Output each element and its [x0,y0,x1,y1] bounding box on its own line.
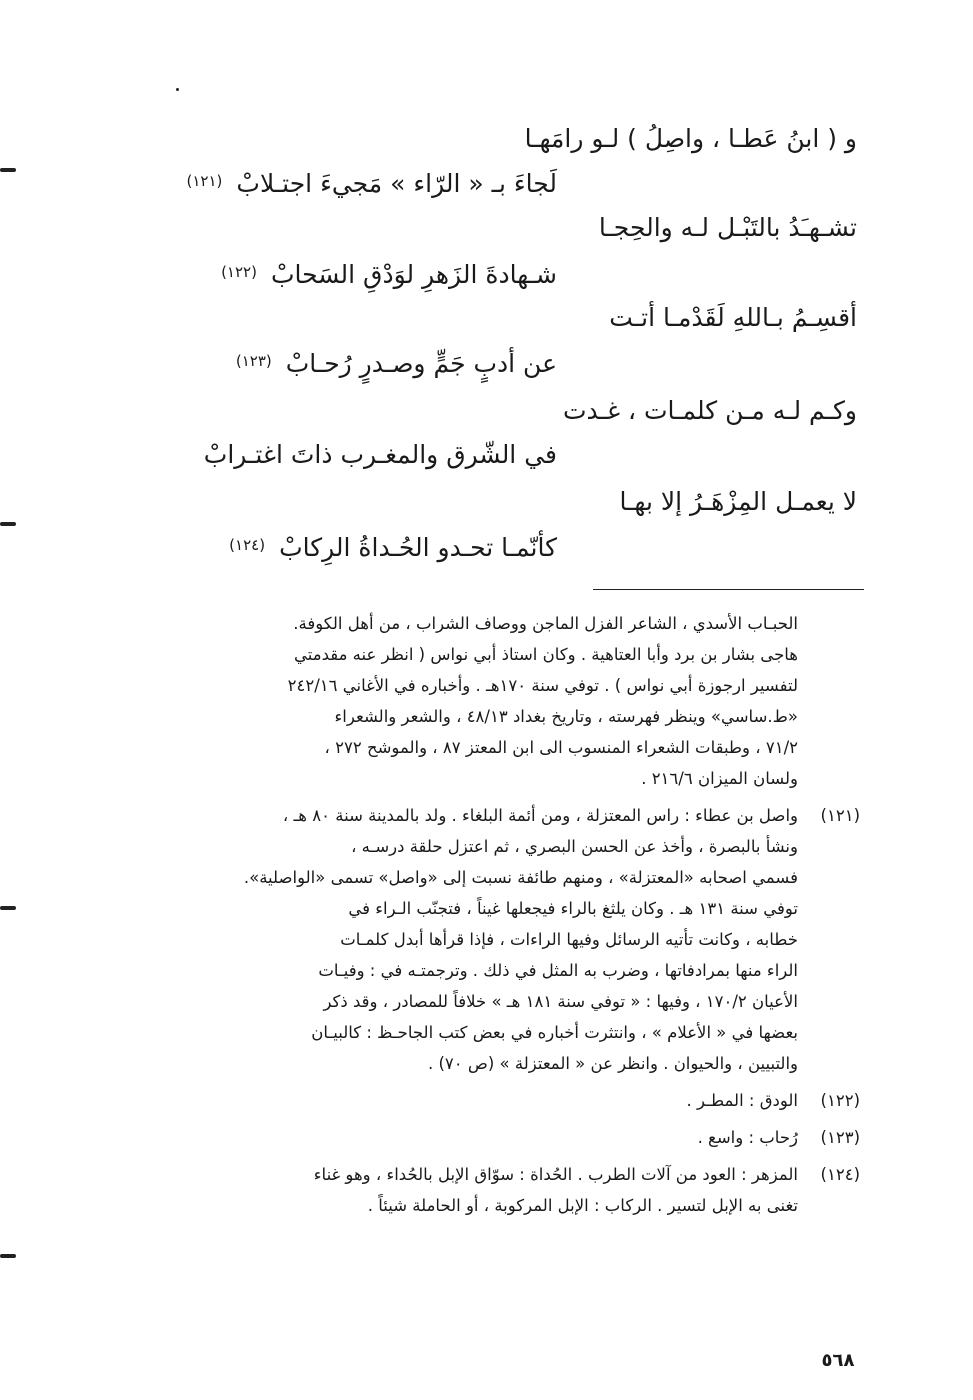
footnote-ref: (١٢٤) [229,536,266,554]
verse-line: وكـم لـه مـن كلمـات ، غـدت [563,396,857,425]
verse-line: تشـهـَدُ بالتَبْـل لـه والحِجـا [598,213,857,242]
binding-mark [0,906,16,910]
footnote-ref: (١٢١) [186,172,223,190]
verse-line: لَجاءَ بـ « الرّاء » مَجيءَ اجتـلابْ$^{(١٢١)}$ [186,169,557,198]
footnote [105,608,860,794]
verse-line: و ( ابنُ عَطـا ، واصِلُ ) لـو رامَهـا [524,124,857,153]
footnote-text: الودق : المطـر . [686,1091,798,1110]
binding-mark [0,1254,16,1258]
footnote-ref: (١٢٢) [221,263,257,281]
verse-line: عن أدبٍ جَمٍّ وصـدرٍ رُحـابْ$^{(١٢٣)}$ [235,349,557,378]
verse-line: شـهادةَ الزَهرِ لوَدْقِ السَحابْ$^{(١٢٢)}$ [221,260,557,289]
footnote-text: الحبـاب الأسدي ، الشاعر الفزل الماجن ووصاف الشراب ، من أهل الكوفة. هاجى بشار بن برد وأبا العتاهية . وكان استاذ أبي نواس ( انظر عنه مقدمتي لتفسير ارجوزة أبي نواس ) . توفي سنة ١٧٠هـ . وأخباره في الأغاني ٢٤٢/١٦ «ط.ساسي» وينظر فهرسته ، وتاريخ بغداد ٤٨/١٣ ، والشعر والشعراء ٧١/٢ ، وطبقات الشعراء المنسوب الى ابن المعتز ٨٧ ، والموشح ٢٧٢ ، ولسان الميزان ٢١٦/٦ . [287,614,798,788]
binding-mark [0,168,16,172]
footnote [105,1085,860,1116]
footnote-text: رُحاب : واسع . [697,1128,798,1147]
footnote [105,1159,860,1221]
verse-line: كأنّمـا تحـدو الحُـداةُ الرِكابْ$^{(١٢٤)}$ [229,533,557,562]
stray-dot [176,88,179,91]
footnote-text: المزهر : العود من آلات الطرب . الحُداة : سوّاق الإبل بالحُداء ، وهو غناء تغنى به الإبل لتسير . الركاب : الإبل المركوبة ، أو الحاملة شيئاً . [313,1165,798,1215]
footnotes [105,608,860,1227]
footnote-ref: (١٢٣) [235,352,272,370]
footnote-text: واصل بن عطاء : راس المعتزلة ، ومن أئمة البلغاء . ولد بالمدينة سنة ٨٠ هـ ، ونشأ بالبصرة ، وأخذ عن الحسن البصري ، ثم اعتزل حلقة درسـه ، فسمي اصحابه «المعتزلة» ، ومنهم طائفة نسبت إلى «واصل» تسمى «الواصلية». توفي سنة ١٣١ هـ . وكان يلثغ بالراء فيجعلها غيناً ، فتجنّب الـراء في خطابه ، وكانت تأتيه الرسائل وفيها الراءات ، فإذا قرأها أبدل كلمـات الراء منها بمرادفاتها ، وضرب به المثل في ذلك . وترجمتـه في : وفيـات الأعيان ١٧٠/٢ ، وفيها : « توفي سنة ١٨١ هـ » خلافاً للمصادر ، وقد ذكر بعضها في « الأعلام » ، وانتثرت أخباره في بعض كتب الجاحـظ : كالبيـان والتبيين ، والحيوان . وانظر عن « المعتزلة » (ص ٧٠) . [243,806,798,1073]
footnote-separator [593,589,864,590]
binding-mark [0,522,16,526]
footnote-number: (١٢١) [820,806,860,825]
verse-line: أقسِـمُ بـاللهِ لَقَدْمـا أتـت [609,303,857,332]
verse-line: في الشّرق والمغـرب ذاتَ اغتـرابْ [203,440,557,469]
footnote [105,800,860,1079]
footnote-number: (١٢٢) [820,1091,860,1110]
page-number: ٥٦٨ [821,1350,855,1371]
footnote-number: (١٢٤) [820,1165,860,1184]
footnote-number: (١٢٣) [820,1128,860,1147]
verse-line: لا يعمـل المِزْهَـرُ إلا بهـا [619,487,857,516]
footnote [105,1122,860,1153]
